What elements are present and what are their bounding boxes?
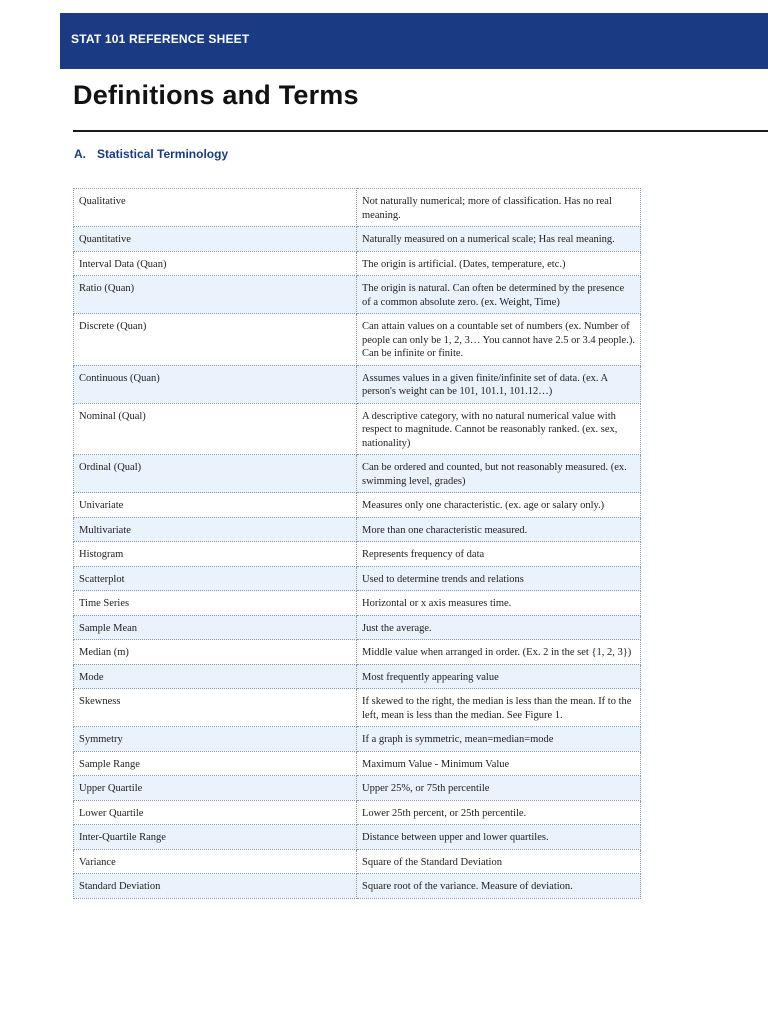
- definition-cell: Middle value when arranged in order. (Ex. 2 in the set {1, 2, 3}): [357, 640, 641, 665]
- term-cell: Continuous (Quan): [74, 365, 357, 403]
- table-row: [74, 566, 641, 591]
- term-cell: Discrete (Quan): [74, 314, 357, 366]
- definition-cell: Lower 25th percent, or 25th percentile.: [357, 800, 641, 825]
- table-row: [74, 189, 641, 227]
- definition-cell: Most frequently appearing value: [357, 664, 641, 689]
- term-cell: Nominal (Qual): [74, 403, 357, 455]
- term-cell: Univariate: [74, 493, 357, 518]
- term-cell: Inter-Quartile Range: [74, 825, 357, 850]
- definition-cell: Horizontal or x axis measures time.: [357, 591, 641, 616]
- term-cell: Ratio (Quan): [74, 276, 357, 314]
- term-cell: Qualitative: [74, 189, 357, 227]
- table-row: [74, 227, 641, 252]
- definition-cell: Can attain values on a countable set of numbers (ex. Number of people can only be 1, 2, 3… You cannot have 2.5 or 3.4 people.). Can be infinite or finite.: [357, 314, 641, 366]
- definition-cell: Just the average.: [357, 615, 641, 640]
- table-row: [74, 640, 641, 665]
- term-cell: Quantitative: [74, 227, 357, 252]
- table-row: [74, 874, 641, 899]
- table-row: [74, 365, 641, 403]
- definition-cell: Distance between upper and lower quartiles.: [357, 825, 641, 850]
- definition-cell: Measures only one characteristic. (ex. age or salary only.): [357, 493, 641, 518]
- term-cell: Upper Quartile: [74, 776, 357, 801]
- term-cell: Standard Deviation: [74, 874, 357, 899]
- definition-cell: If a graph is symmetric, mean=median=mode: [357, 727, 641, 752]
- term-cell: Sample Mean: [74, 615, 357, 640]
- page-title: Definitions and Terms: [73, 80, 359, 110]
- definition-cell: Not naturally numerical; more of classification. Has no real meaning.: [357, 189, 641, 227]
- term-cell: Lower Quartile: [74, 800, 357, 825]
- table-row: [74, 664, 641, 689]
- definition-cell: Can be ordered and counted, but not reasonably measured. (ex. swimming level, grades): [357, 455, 641, 493]
- definition-cell: Assumes values in a given finite/infinite set of data. (ex. A person's weight can be 101, 101.1, 101.12…): [357, 365, 641, 403]
- definition-cell: Upper 25%, or 75th percentile: [357, 776, 641, 801]
- term-cell: Time Series: [74, 591, 357, 616]
- table-row: [74, 591, 641, 616]
- definition-cell: The origin is artificial. (Dates, temperature, etc.): [357, 251, 641, 276]
- term-cell: Scatterplot: [74, 566, 357, 591]
- term-cell: Sample Range: [74, 751, 357, 776]
- term-cell: Symmetry: [74, 727, 357, 752]
- definition-cell: Maximum Value - Minimum Value: [357, 751, 641, 776]
- table-row: [74, 493, 641, 518]
- definition-cell: Represents frequency of data: [357, 542, 641, 567]
- definition-cell: If skewed to the right, the median is less than the mean. If to the left, mean is less than the median. See Figure 1.: [357, 689, 641, 727]
- definition-cell: Square root of the variance. Measure of deviation.: [357, 874, 641, 899]
- table-row: [74, 727, 641, 752]
- table-row: [74, 776, 641, 801]
- definition-cell: More than one characteristic measured.: [357, 517, 641, 542]
- definition-cell: The origin is natural. Can often be determined by the presence of a common absolute zero. (ex. Weight, Time): [357, 276, 641, 314]
- table-row: [74, 800, 641, 825]
- table-row: [74, 251, 641, 276]
- term-cell: Interval Data (Quan): [74, 251, 357, 276]
- term-cell: Median (m): [74, 640, 357, 665]
- section-title: Statistical Terminology: [97, 147, 229, 161]
- term-cell: Multivariate: [74, 517, 357, 542]
- header-bar: [60, 13, 768, 69]
- term-cell: Skewness: [74, 689, 357, 727]
- definition-cell: A descriptive category, with no natural numerical value with respect to magnitude. Cannot be reasonably ranked. (ex. sex, nationality): [357, 403, 641, 455]
- table-row: [74, 403, 641, 455]
- definition-cell: Square of the Standard Deviation: [357, 849, 641, 874]
- term-cell: Variance: [74, 849, 357, 874]
- section-letter: A.: [74, 147, 86, 161]
- table-row: [74, 689, 641, 727]
- term-cell: Mode: [74, 664, 357, 689]
- table-row: [74, 542, 641, 567]
- term-cell: Ordinal (Qual): [74, 455, 357, 493]
- definition-cell: Naturally measured on a numerical scale; Has real meaning.: [357, 227, 641, 252]
- table-row: [74, 849, 641, 874]
- header-label: STAT 101 REFERENCE SHEET: [71, 32, 250, 46]
- definition-cell: Used to determine trends and relations: [357, 566, 641, 591]
- title-divider: [73, 130, 768, 132]
- table-row: [74, 751, 641, 776]
- table-row: [74, 455, 641, 493]
- table-row: [74, 615, 641, 640]
- section-heading: [74, 147, 228, 161]
- table-row: [74, 314, 641, 366]
- table-row: [74, 276, 641, 314]
- term-cell: Histogram: [74, 542, 357, 567]
- terminology-table: [73, 188, 641, 899]
- table-row: [74, 825, 641, 850]
- table-row: [74, 517, 641, 542]
